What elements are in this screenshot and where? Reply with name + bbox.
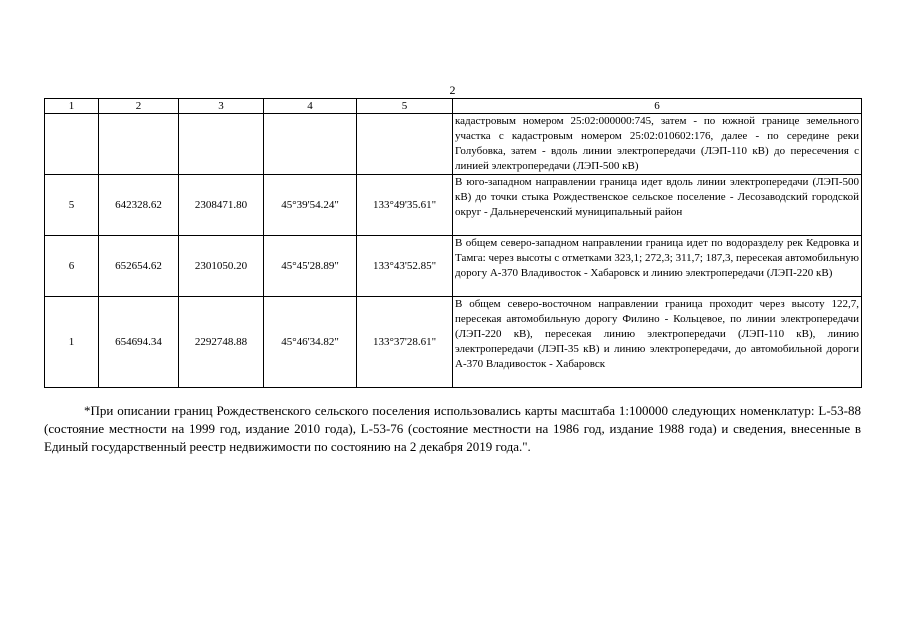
boundary-points-table — [44, 98, 862, 388]
cell-latitude: 45°46'34.82" — [264, 297, 357, 388]
cell-latitude: 45°39'54.24" — [264, 175, 357, 236]
cell-description-continuation: кадастровым номером 25:02:000000:745, затем - по южной границе земельного участка с кадастровым номером 25:02:010602:176, далее - по середине реки Голубовка, затем - вдоль линии электропередачи (ЛЭП-110 кВ) до пересечения с линией электропередачи (ЛЭП-500 кВ) — [453, 114, 862, 175]
cell-x-coordinate: 652654.62 — [99, 236, 179, 297]
page-number: 2 — [449, 83, 456, 97]
cell-y-coordinate: 2301050.20 — [179, 236, 264, 297]
cell-empty — [357, 114, 453, 175]
column-header-1: 1 — [45, 99, 99, 114]
footnote-text: *При описании границ Рождественского сельского поселения использовались карты масштаба 1:100000 следующих номенклатур: L-53-88 (состояние местности на 1999 год, издание 2010 года), L-53-76 (состояние местности на 1986 год, издание 1988 года) и сведения, внесенные в Единый государственный реестр недвижимости по состоянию на 2 декабря 2019 года.". — [44, 403, 861, 454]
cell-longitude: 133°43'52.85" — [357, 236, 453, 297]
cell-point-number: 5 — [45, 175, 99, 236]
cell-latitude: 45°45'28.89" — [264, 236, 357, 297]
cell-empty — [45, 114, 99, 175]
cell-x-coordinate: 642328.62 — [99, 175, 179, 236]
cell-point-number: 1 — [45, 297, 99, 388]
cell-point-number: 6 — [45, 236, 99, 297]
column-header-3: 3 — [179, 99, 264, 114]
cell-longitude: 133°49'35.61" — [357, 175, 453, 236]
cell-y-coordinate: 2308471.80 — [179, 175, 264, 236]
cell-empty — [99, 114, 179, 175]
cell-empty — [179, 114, 264, 175]
table-header-row — [45, 99, 862, 114]
cell-y-coordinate: 2292748.88 — [179, 297, 264, 388]
column-header-4: 4 — [264, 99, 357, 114]
column-header-6: 6 — [453, 99, 862, 114]
cell-empty — [264, 114, 357, 175]
column-header-5: 5 — [357, 99, 453, 114]
cell-description: В юго-западном направлении граница идет вдоль линии электропередачи (ЛЭП-500 кВ) до точки стыка Рождественское сельское поселение - Лесозаводский городской округ - Дальнереченский муниципальный район — [453, 175, 862, 236]
cell-description: В общем северо-западном направлении граница идет по водоразделу рек Кедровка и Тамга: через высоты с отметками 323,1; 272,3; 311,7; 187,3, пересекая автомобильную дорогу А-370 Владивосток - Хабаровск и линию электропередачи (ЛЭП-220 кВ) — [453, 236, 862, 297]
table-row — [45, 114, 862, 175]
cell-longitude: 133°37'28.61" — [357, 297, 453, 388]
cell-description: В общем северо-восточном направлении граница проходит через высоту 122,7, пересекая автомобильную дорогу Филино - Кольцевое, по линии электропередачи (ЛЭП-220 кВ), пересекая линию электропередачи (ЛЭП-110 кВ), линию электропередачи (ЛЭП-35 кВ) и линию электропередачи, до автомобильной дороги А-370 Владивосток - Хабаровск — [453, 297, 862, 388]
cell-x-coordinate: 654694.34 — [99, 297, 179, 388]
column-header-2: 2 — [99, 99, 179, 114]
